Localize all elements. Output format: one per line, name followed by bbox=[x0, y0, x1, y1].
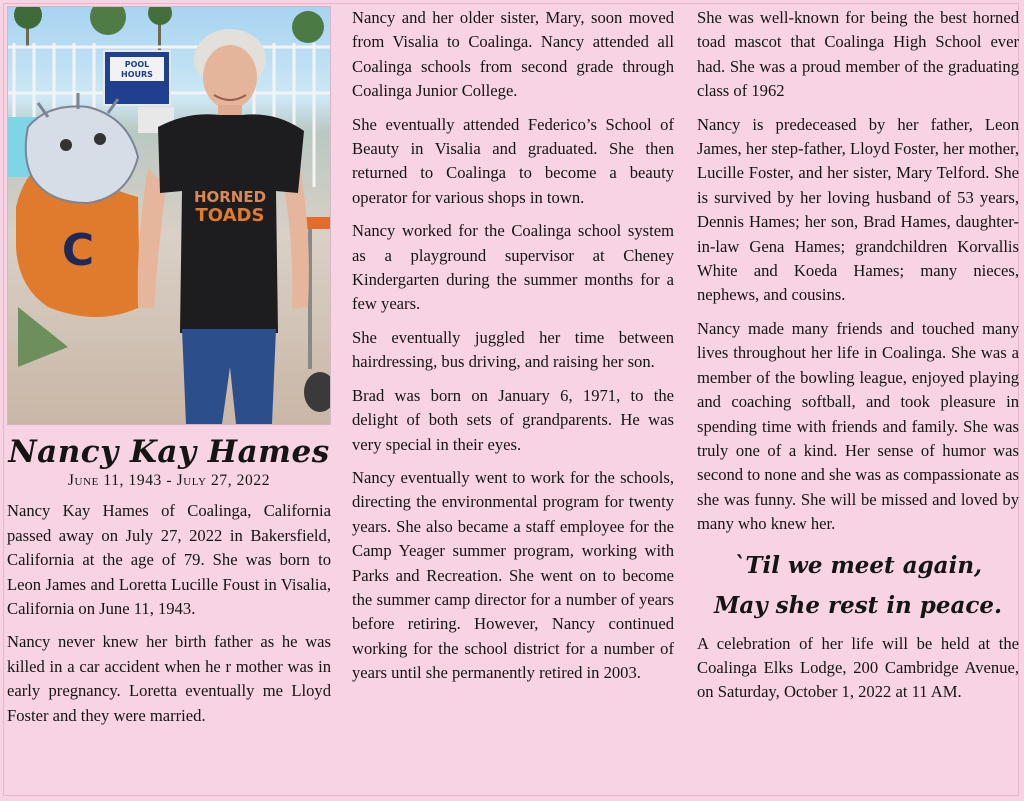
column-1 bbox=[7, 6, 331, 737]
column-2 bbox=[352, 6, 674, 695]
paragraph-friends: Nancy made many friends and touched many lives throughout her life in Coalinga. She was a member of the bowling league, enjoyed playing and coaching softball, and took pleasure in spending time with friends and family. She was truly one of a kind. Her sense of humor was second to none and she was as compassionate as she was funny. She will be missed and loved by many who knew her. bbox=[697, 318, 1019, 534]
paragraph-son-born: Brad was born on January 6, 1971, to the delight of both sets of grandparents. He was very special in their eyes. bbox=[352, 385, 674, 454]
paragraph-passing: Nancy Kay Hames of Coalinga, California passed away on July 27, 2022 in Bakersfield, California at the age of 79. She was born to Leon James and Loretta Lucille Foust in Visalia, California on June 11, 1943. bbox=[7, 501, 331, 619]
paragraph-juggled-time: She eventually juggled her time between hairdressing, bus driving, and raising her son. bbox=[352, 327, 674, 372]
closing-line-1: `Til we meet again, bbox=[733, 551, 983, 579]
sign-text-pool: POOL bbox=[124, 60, 150, 69]
paragraph-family: Nancy is predeceased by her father, Leon James, her step-father, Lloyd Foster, her mother, Lucille Foster, and her sister, Mary Telford. She is survived by her loving husband of 53 years, Dennis Hames; her son, Brad Hames, daughter-in-law Gena Hames; grandchildren Korvallis White and Koeda Hames; many nieces, nephews, and cousins. bbox=[697, 114, 1019, 305]
photo-illustration bbox=[8, 7, 330, 424]
mascot-letter: C bbox=[61, 225, 95, 276]
sign-text-hours: HOURS bbox=[121, 70, 153, 79]
shirt-text-toads: TOADS bbox=[195, 205, 265, 226]
paragraph-career: Nancy eventually went to work for the schools, directing the environmental program for twenty years. She also became a staff employee for the Camp Yeager summer program, working with Parks and Recreation. She went on to become the summer camp director for a number of years before retiring. However, Nancy continued working for the school district for a number of years until she permanently retired in 2003. bbox=[352, 467, 674, 683]
paragraph-beauty-school: She eventually attended Federico’s School of Beauty in Visalia and graduated. She then returned to Coalinga to become a beauty operator for various shops in town. bbox=[352, 114, 674, 207]
life-dates: June 11, 1943 - July 27, 2022 bbox=[67, 472, 271, 489]
paragraph-move-to-coalinga: Nancy and her older sister, Mary, soon moved from Visalia to Coalinga. Nancy attended all Coalinga schools from second grade through Coalinga Junior College. bbox=[352, 8, 674, 101]
closing-verse bbox=[697, 546, 1019, 626]
closing-line-2: May she rest in peace. bbox=[713, 591, 1003, 619]
column-3 bbox=[697, 6, 1019, 714]
paragraph-celebration: A celebration of her life will be held at the Coalinga Elks Lodge, 200 Cambridge Avenue, on Saturday, October 1, 2022 at 11 AM. bbox=[697, 633, 1019, 702]
paragraph-birth-father: Nancy never knew her birth father as he was killed in a car accident when he r mother was in early pregnancy. Loretta eventually me Lloyd Foster and they were married. bbox=[7, 632, 331, 725]
deceased-name: Nancy Kay Hames bbox=[8, 434, 330, 470]
shirt-text-horned: HORNED bbox=[193, 188, 267, 206]
paragraph-playground-supervisor: Nancy worked for the Coalinga school system as a playground supervisor at Cheney Kindergarten during the summer months for a few years. bbox=[352, 221, 674, 314]
horned-toad-mascot bbox=[16, 93, 140, 367]
memorial-photo bbox=[7, 6, 331, 425]
paragraph-mascot: She was well-known for being the best horned toad mascot that Coalinga High School ever had. She was a proud member of the graduating class of 1962 bbox=[697, 8, 1019, 101]
